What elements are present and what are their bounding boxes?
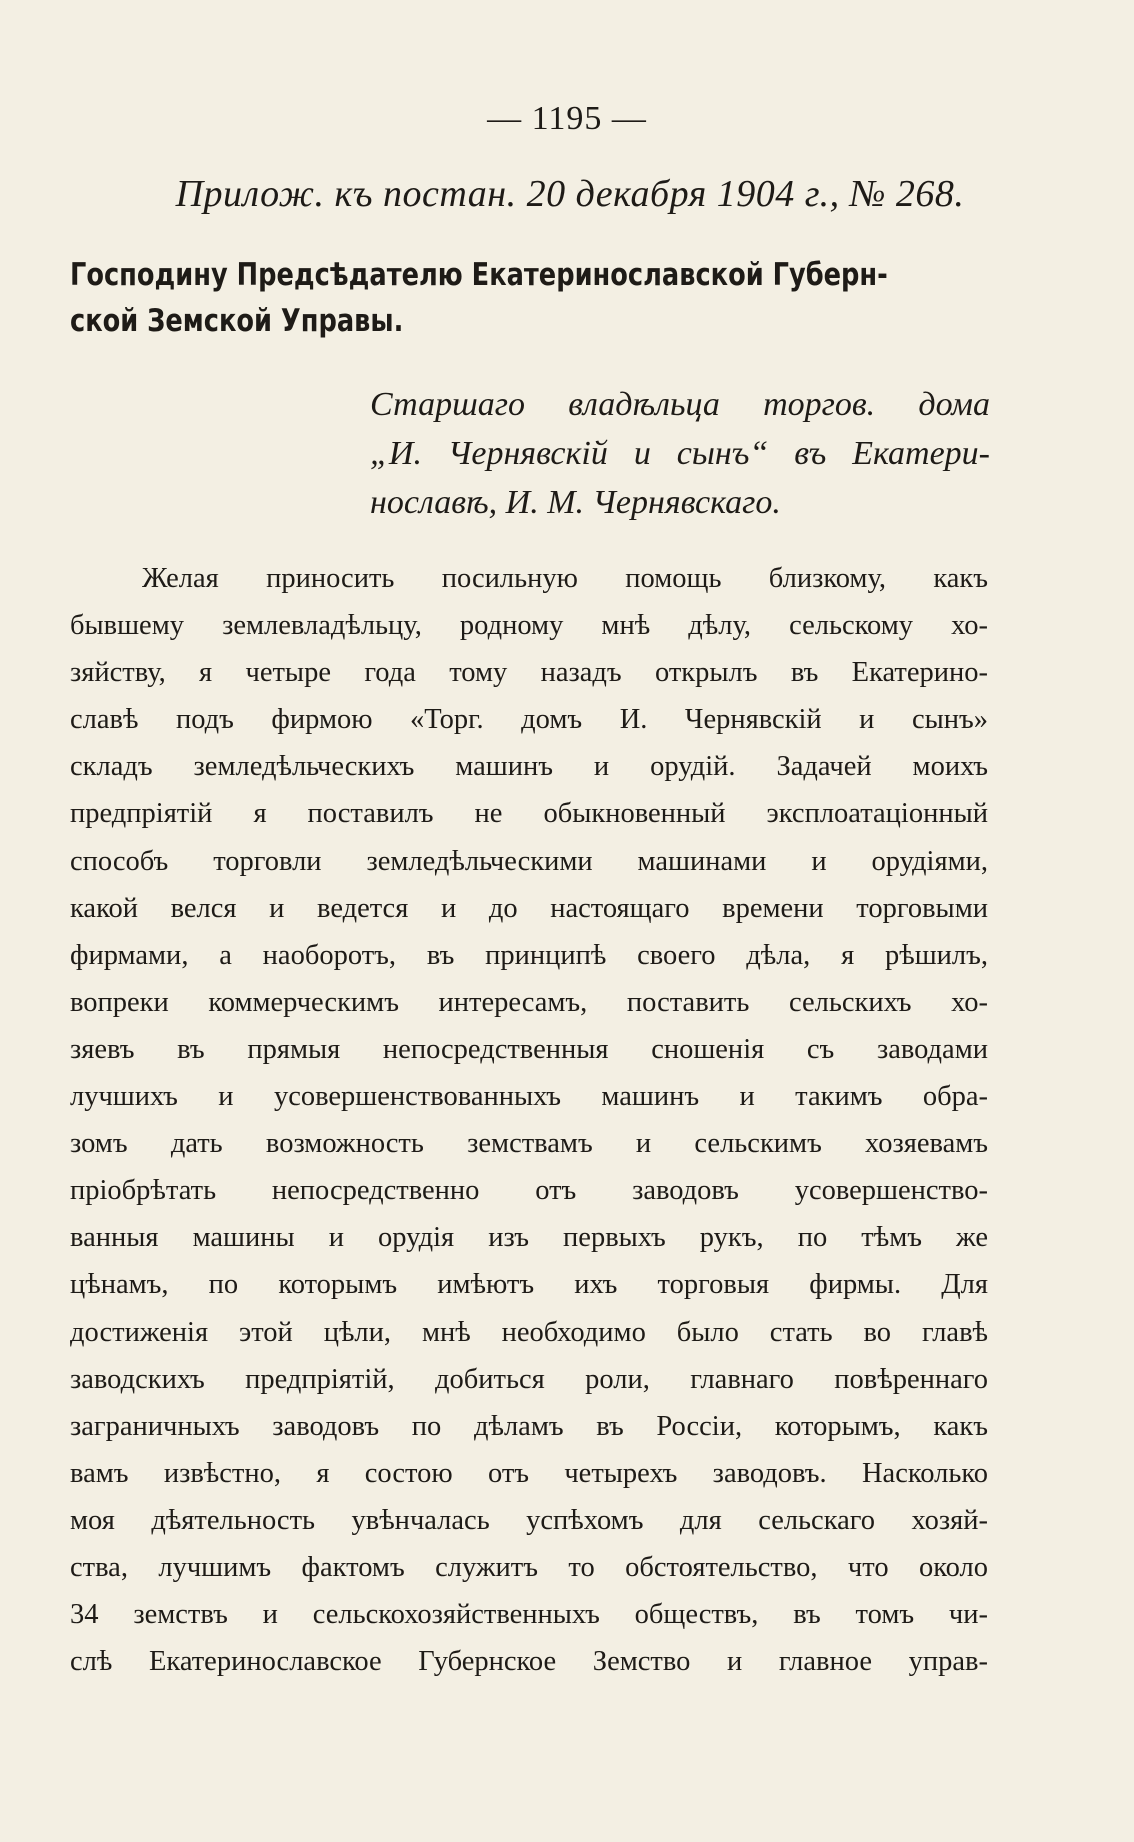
- addressee-line: ской Земской Управы.: [70, 303, 404, 339]
- body-line: ванныя машины и орудія изъ первыхъ рукъ, по тѣмъ же: [70, 1222, 988, 1254]
- body-line: ства, лучшимъ фактомъ служитъ то обстоятельство, что около: [70, 1551, 988, 1583]
- body-line: славѣ подъ фирмою «Торг. домъ И. Чернявскій и сынъ»: [70, 704, 988, 736]
- body-line: складъ земледѣльческихъ машинъ и орудій. Задачей моихъ: [70, 751, 988, 783]
- sender-block: [370, 380, 990, 527]
- body-line: цѣнамъ, по которымъ имѣютъ ихъ торговыя фирмы. Для: [70, 1269, 988, 1301]
- sender-line: Старшаго владѣльца торгов. дома: [370, 386, 990, 423]
- body-line: пріобрѣтать непосредственно отъ заводовъ усовершенство-: [70, 1175, 988, 1207]
- body-line: фирмами, а наоборотъ, въ принципѣ своего дѣла, я рѣшилъ,: [70, 939, 988, 971]
- body-line: какой велся и ведется и до настоящаго времени торговыми: [70, 892, 988, 924]
- body-line: заграничныхъ заводовъ по дѣламъ въ Россіи, которымъ, какъ: [70, 1410, 988, 1442]
- body-line: способъ торговли земледѣльческими машинами и орудіями,: [70, 845, 988, 877]
- body-line: вамъ извѣстно, я состою отъ четырехъ заводовъ. Насколько: [70, 1457, 988, 1489]
- sender-line: „И. Чернявскій и сынъ“ въ Екатери-: [370, 435, 990, 472]
- sender-line: нославѣ, И. М. Чернявскаго.: [370, 484, 781, 521]
- letter-body: [70, 555, 988, 1685]
- body-line: Желая приносить посильную помощь близкому, какъ: [142, 563, 988, 594]
- body-line: заводскихъ предпріятій, добиться роли, главнаго повѣреннаго: [70, 1363, 988, 1395]
- body-line: зяйству, я четыре года тому назадъ открылъ въ Екатерино-: [70, 657, 988, 689]
- body-line: зомъ дать возможность земствамъ и сельскимъ хозяевамъ: [70, 1128, 988, 1160]
- page-number: — 1195 —: [487, 100, 647, 137]
- body-line: вопреки коммерческимъ интересамъ, поставить сельскихъ хо-: [70, 986, 988, 1018]
- body-line: 34 земствъ и сельскохозяйственныхъ обществъ, въ томъ чи-: [70, 1599, 988, 1631]
- body-line: слѣ Екатеринославское Губернское Земство и главное управ-: [70, 1646, 988, 1678]
- body-line: достиженія этой цѣли, мнѣ необходимо было стать во главѣ: [70, 1316, 988, 1348]
- body-line: лучшихъ и усовершенствованныхъ машинъ и такимъ обра-: [70, 1081, 988, 1113]
- addressee-heading: [70, 252, 915, 344]
- addressee-line: Господину Предсѣдателю Екатеринославской Губерн-: [70, 257, 888, 293]
- body-line: предпріятій я поставилъ не обыкновенный эксплоатаціонный: [70, 798, 988, 830]
- appendix-reference: Прилож. къ постан. 20 декабря 1904 г., № 268.: [175, 173, 965, 215]
- body-line: бывшему землевладѣльцу, родному мнѣ дѣлу, сельскому хо-: [70, 610, 988, 642]
- body-line: зяевъ въ прямыя непосредственныя сношенія съ заводами: [70, 1033, 988, 1065]
- body-line: моя дѣятельность увѣнчалась успѣхомъ для сельскаго хозяй-: [70, 1504, 988, 1536]
